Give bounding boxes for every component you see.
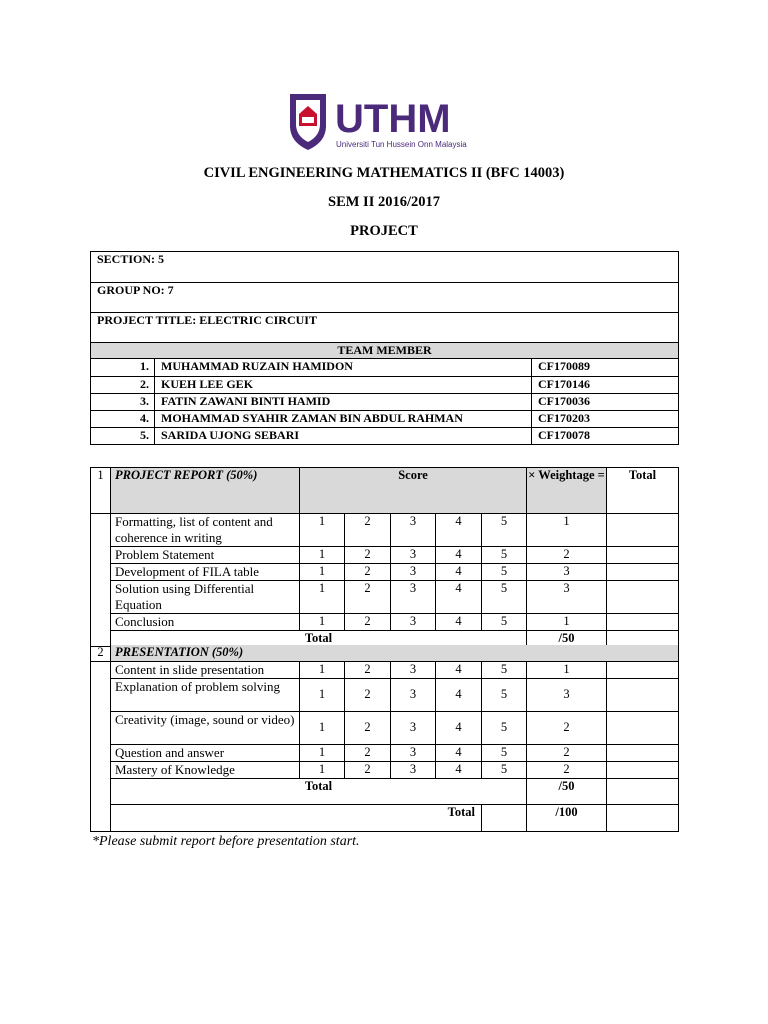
score-rubric-table-2 — [90, 645, 679, 832]
total-cell[interactable] — [607, 744, 679, 761]
rubric-row: Development of FILA table 1 2 3 4 5 3 — [91, 564, 679, 581]
team-member-heading: TEAM MEMBER — [91, 343, 679, 359]
member-name: MUHAMMAD RUZAIN HAMIDON — [155, 359, 532, 376]
rubric-row: Problem Statement 1 2 3 4 5 2 — [91, 547, 679, 564]
team-member-row: 4. MOHAMMAD SYAHIR ZAMAN BIN ABDUL RAHMAN CF170203 — [91, 410, 678, 427]
member-name: KUEH LEE GEK — [155, 376, 532, 393]
member-name: FATIN ZAWANI BINTI HAMID — [155, 393, 532, 410]
submission-note: *Please submit report before presentation start. — [92, 834, 360, 849]
member-id: CF170078 — [538, 427, 590, 442]
total-cell[interactable] — [607, 711, 679, 744]
uthm-logo — [288, 92, 482, 152]
weight-value: 3 — [527, 581, 607, 614]
uthm-crest-icon — [288, 92, 482, 152]
total-cell[interactable] — [607, 514, 679, 547]
total-cell[interactable] — [607, 614, 679, 631]
member-id: CF170036 — [538, 393, 590, 408]
document-type: PROJECT — [350, 223, 418, 239]
team-member-row: 2. KUEH LEE GEK CF170146 — [91, 376, 678, 393]
section-total-label: Total — [111, 778, 527, 804]
rubric-row: Formatting, list of content and coherence in writing 1 2 3 4 5 1 — [91, 514, 679, 547]
section-total-cell[interactable] — [607, 778, 679, 804]
rubric-row: Solution using Differential Equation 1 2 3 4 5 3 — [91, 581, 679, 614]
section-number: 1 — [91, 468, 111, 514]
weightage-heading: × Weightage = — [527, 468, 607, 514]
member-id: CF170146 — [538, 376, 590, 391]
total-heading: Total — [607, 468, 679, 514]
total-cell[interactable] — [607, 678, 679, 711]
rubric-row: Mastery of Knowledge 1 2 3 4 5 2 — [91, 761, 679, 778]
total-cell[interactable] — [607, 761, 679, 778]
semester-label: SEM II 2016/2017 — [328, 194, 440, 210]
score-heading: Score — [300, 468, 527, 514]
group-field: GROUP NO: 7 — [91, 283, 679, 313]
section-number: 2 — [91, 645, 111, 661]
rubric-row: Explanation of problem solving 1 2 3 4 5 3 — [91, 678, 679, 711]
score-rubric-table — [90, 467, 679, 647]
member-name: SARIDA UJONG SEBARI — [155, 427, 532, 444]
section-total-label: Total — [111, 631, 527, 647]
weight-value: 2 — [527, 761, 607, 778]
member-id: CF170089 — [538, 359, 590, 373]
rubric-row: Question and answer 1 2 3 4 5 2 — [91, 744, 679, 761]
course-title: CIVIL ENGINEERING MATHEMATICS II (BFC 14003) — [203, 165, 565, 181]
section-title: PROJECT REPORT (50%) — [111, 468, 300, 514]
weight-value: 3 — [527, 564, 607, 581]
weight-value: 1 — [527, 614, 607, 631]
rubric-row: Creativity (image, sound or video) 1 2 3 4 5 2 — [91, 711, 679, 744]
total-cell[interactable] — [607, 661, 679, 678]
rubric-row: Content in slide presentation 1 2 3 4 5 1 — [91, 661, 679, 678]
weight-value: 2 — [527, 547, 607, 564]
project-info-table — [90, 251, 679, 445]
weight-value: 2 — [527, 711, 607, 744]
team-member-list — [91, 359, 678, 444]
team-member-row: 3. FATIN ZAWANI BINTI HAMID CF170036 — [91, 393, 678, 410]
rubric-row: Conclusion 1 2 3 4 5 1 — [91, 614, 679, 631]
total-cell[interactable] — [607, 547, 679, 564]
grand-total-blank — [482, 804, 527, 831]
project-title-field: PROJECT TITLE: ELECTRIC CIRCUIT — [91, 313, 679, 343]
grand-total-cell[interactable] — [607, 804, 679, 831]
grand-total-label: Total — [111, 804, 482, 831]
team-member-row: 1. MUHAMMAD RUZAIN HAMIDON CF170089 — [91, 359, 678, 376]
section-title: PRESENTATION (50%) — [111, 645, 679, 661]
member-id: CF170203 — [538, 410, 590, 425]
section-total-row — [91, 778, 679, 804]
weight-value: 3 — [527, 678, 607, 711]
section-total-max: /50 — [527, 631, 607, 647]
section-total-max: /50 — [527, 778, 607, 804]
total-cell[interactable] — [607, 564, 679, 581]
weight-value: 1 — [527, 514, 607, 547]
weight-value: 1 — [527, 661, 607, 678]
grand-total-row — [91, 804, 679, 831]
svg-text:UTHM: UTHM — [335, 97, 451, 141]
team-member-row: 5. SARIDA UJONG SEBARI CF170078 — [91, 427, 678, 444]
weight-value: 2 — [527, 744, 607, 761]
grand-total-max: /100 — [527, 804, 607, 831]
svg-text:Universiti Tun Hussein Onn Mal: Universiti Tun Hussein Onn Malaysia — [336, 140, 467, 149]
total-cell[interactable] — [607, 581, 679, 614]
section-field: SECTION: 5 — [91, 252, 679, 283]
member-name: MOHAMMAD SYAHIR ZAMAN BIN ABDUL RAHMAN — [155, 410, 532, 427]
